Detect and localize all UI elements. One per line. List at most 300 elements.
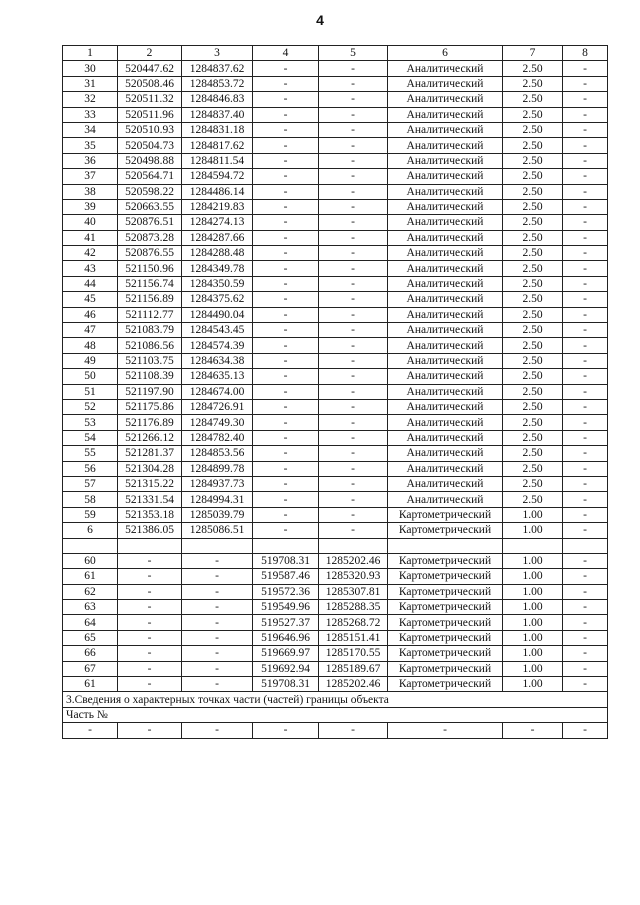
table-cell: - — [563, 153, 608, 168]
table-row — [63, 76, 608, 91]
table-row — [63, 138, 608, 153]
table-cell: 1284288.48 — [182, 246, 253, 261]
table-row — [63, 276, 608, 291]
table-cell: - — [182, 630, 253, 645]
table-cell: - — [319, 246, 388, 261]
table-cell: - — [253, 523, 319, 538]
table-row — [63, 61, 608, 76]
table-cell: 2.50 — [503, 415, 563, 430]
table-row — [63, 461, 608, 476]
table-cell: 44 — [63, 276, 118, 291]
table-row — [63, 507, 608, 522]
table-cell: 54 — [63, 430, 118, 445]
table-cell: Картометрический — [388, 584, 503, 599]
table-cell: 1.00 — [503, 507, 563, 522]
table-cell: 519708.31 — [253, 677, 319, 692]
table-cell: - — [563, 569, 608, 584]
table-cell: Аналитический — [388, 122, 503, 137]
table-cell: - — [319, 399, 388, 414]
table-cell: - — [118, 615, 182, 630]
table-cell: 1284846.83 — [182, 92, 253, 107]
table-cell: 521108.39 — [118, 369, 182, 384]
table-cell: 521086.56 — [118, 338, 182, 353]
table-cell: Аналитический — [388, 153, 503, 168]
table-row — [63, 615, 608, 630]
table-cell: - — [563, 246, 608, 261]
table-cell: 2.50 — [503, 323, 563, 338]
table-cell — [118, 538, 182, 553]
table-cell: - — [319, 369, 388, 384]
table-cell: 1284490.04 — [182, 307, 253, 322]
table-cell — [503, 538, 563, 553]
table-cell: 520510.93 — [118, 122, 182, 137]
table-cell — [253, 538, 319, 553]
table-cell: - — [253, 215, 319, 230]
table-cell: 1284274.13 — [182, 215, 253, 230]
table-cell: - — [319, 230, 388, 245]
table-cell: - — [319, 492, 388, 507]
table-cell: - — [563, 615, 608, 630]
table-cell: 45 — [63, 292, 118, 307]
table-cell: - — [182, 553, 253, 568]
table-cell: - — [563, 630, 608, 645]
table-cell: 520873.28 — [118, 230, 182, 245]
table-cell: 520876.55 — [118, 246, 182, 261]
table-cell: - — [253, 723, 319, 738]
column-header: 7 — [503, 46, 563, 61]
table-cell: 519549.96 — [253, 600, 319, 615]
table-cell: - — [182, 584, 253, 599]
table-cell: 521156.74 — [118, 276, 182, 291]
table-cell: - — [253, 292, 319, 307]
table-cell: 520447.62 — [118, 61, 182, 76]
table-cell: 1284994.31 — [182, 492, 253, 507]
table-row — [63, 538, 608, 553]
table-cell: 1285202.46 — [319, 553, 388, 568]
table-cell: 50 — [63, 369, 118, 384]
table-cell: - — [563, 553, 608, 568]
table-cell: - — [563, 723, 608, 738]
table-cell: Аналитический — [388, 399, 503, 414]
table-cell: - — [563, 122, 608, 137]
table-cell: 1285320.93 — [319, 569, 388, 584]
table-cell: 49 — [63, 353, 118, 368]
table-cell: 55 — [63, 446, 118, 461]
table-cell: 1284937.73 — [182, 476, 253, 491]
table-cell: Аналитический — [388, 199, 503, 214]
table-cell: Аналитический — [388, 415, 503, 430]
table-cell: - — [319, 523, 388, 538]
table-cell: 2.50 — [503, 261, 563, 276]
table-cell: 2.50 — [503, 430, 563, 445]
table-cell: 521266.12 — [118, 430, 182, 445]
table-cell: Аналитический — [388, 261, 503, 276]
table-cell: 1284831.18 — [182, 122, 253, 137]
table-row — [63, 107, 608, 122]
table-row — [63, 199, 608, 214]
table-cell: - — [319, 338, 388, 353]
table-cell: - — [182, 600, 253, 615]
table-cell: - — [118, 661, 182, 676]
table-cell: - — [319, 446, 388, 461]
table-cell: - — [319, 169, 388, 184]
table-cell: 519692.94 — [253, 661, 319, 676]
section-title: 3.Сведения о характерных точках части (частей) границы объекта — [63, 692, 608, 707]
column-header: 3 — [182, 46, 253, 61]
table-cell: Аналитический — [388, 292, 503, 307]
table-cell: 521315.22 — [118, 476, 182, 491]
table-cell — [63, 538, 118, 553]
table-cell: Картометрический — [388, 569, 503, 584]
table-cell: - — [118, 569, 182, 584]
table-row — [63, 384, 608, 399]
table-cell: 40 — [63, 215, 118, 230]
table-cell: 2.50 — [503, 307, 563, 322]
table-cell: 65 — [63, 630, 118, 645]
table-cell: - — [563, 323, 608, 338]
table-cell: Картометрический — [388, 661, 503, 676]
table-cell: - — [253, 169, 319, 184]
table-cell: 520498.88 — [118, 153, 182, 168]
table-cell: 2.50 — [503, 446, 563, 461]
table-cell: 521281.37 — [118, 446, 182, 461]
table-row — [63, 415, 608, 430]
table-cell: - — [253, 446, 319, 461]
table-cell: 1.00 — [503, 553, 563, 568]
table-cell: - — [253, 122, 319, 137]
table-cell: 58 — [63, 492, 118, 507]
table-cell: 46 — [63, 307, 118, 322]
table-cell: 521304.28 — [118, 461, 182, 476]
table-cell: - — [563, 384, 608, 399]
table-cell: - — [319, 415, 388, 430]
table-cell: Картометрический — [388, 600, 503, 615]
table-cell: Аналитический — [388, 215, 503, 230]
table-cell: 521353.18 — [118, 507, 182, 522]
table-cell: 2.50 — [503, 338, 563, 353]
table-cell: - — [253, 276, 319, 291]
table-cell: - — [253, 461, 319, 476]
table-cell: - — [319, 76, 388, 91]
column-header: 8 — [563, 46, 608, 61]
table-cell: - — [563, 600, 608, 615]
table-cell: - — [253, 230, 319, 245]
table-cell: - — [182, 569, 253, 584]
table-cell: 520663.55 — [118, 199, 182, 214]
table-cell: 520511.32 — [118, 92, 182, 107]
table-cell: - — [253, 107, 319, 122]
table-cell: 2.50 — [503, 230, 563, 245]
table-cell: - — [118, 600, 182, 615]
table-cell: 1285086.51 — [182, 523, 253, 538]
table-cell: Аналитический — [388, 92, 503, 107]
table-cell: - — [563, 646, 608, 661]
table-cell: 519572.36 — [253, 584, 319, 599]
table-cell: 1284287.66 — [182, 230, 253, 245]
table-cell: - — [319, 353, 388, 368]
table-cell: 2.50 — [503, 384, 563, 399]
table-cell: - — [253, 323, 319, 338]
table-cell: - — [118, 677, 182, 692]
table-row — [63, 600, 608, 615]
table-cell: - — [253, 369, 319, 384]
table-cell: - — [563, 61, 608, 76]
table-cell: 66 — [63, 646, 118, 661]
table-cell: - — [563, 292, 608, 307]
table-cell: - — [253, 92, 319, 107]
table-cell: 36 — [63, 153, 118, 168]
table-cell: 2.50 — [503, 461, 563, 476]
table-cell: - — [563, 461, 608, 476]
table-cell: - — [563, 677, 608, 692]
table-cell: 521176.89 — [118, 415, 182, 430]
table-cell: 39 — [63, 199, 118, 214]
table-cell: - — [319, 138, 388, 153]
table-cell: - — [253, 307, 319, 322]
table-cell: Аналитический — [388, 384, 503, 399]
table-cell: - — [563, 138, 608, 153]
table-cell: 521156.89 — [118, 292, 182, 307]
table-cell: Аналитический — [388, 430, 503, 445]
table-cell: - — [563, 199, 608, 214]
table-cell: Аналитический — [388, 307, 503, 322]
table-cell: - — [503, 723, 563, 738]
table-cell: 519587.46 — [253, 569, 319, 584]
table-row — [63, 430, 608, 445]
table-cell: - — [563, 353, 608, 368]
table-row — [63, 122, 608, 137]
table-cell: 520504.73 — [118, 138, 182, 153]
table-cell: - — [563, 399, 608, 414]
table-cell: 1284899.78 — [182, 461, 253, 476]
table-cell: 1.00 — [503, 600, 563, 615]
table-cell: - — [563, 369, 608, 384]
table-row — [63, 307, 608, 322]
table-cell: 53 — [63, 415, 118, 430]
table-cell: - — [253, 415, 319, 430]
table-cell: Аналитический — [388, 476, 503, 491]
table-cell: Аналитический — [388, 184, 503, 199]
table-row — [63, 630, 608, 645]
table-row — [63, 323, 608, 338]
table-cell: 57 — [63, 476, 118, 491]
table-row — [63, 677, 608, 692]
table-cell: 521112.77 — [118, 307, 182, 322]
table-cell: - — [319, 184, 388, 199]
table-cell: - — [118, 630, 182, 645]
table-cell — [388, 538, 503, 553]
table-cell: 61 — [63, 569, 118, 584]
table-cell: - — [563, 584, 608, 599]
table-cell: - — [319, 461, 388, 476]
column-header: 1 — [63, 46, 118, 61]
table-cell: Картометрический — [388, 523, 503, 538]
column-header: 6 — [388, 46, 503, 61]
table-cell: 47 — [63, 323, 118, 338]
table-cell: 2.50 — [503, 184, 563, 199]
table-cell: 62 — [63, 584, 118, 599]
table-cell: Картометрический — [388, 677, 503, 692]
table-cell: Аналитический — [388, 61, 503, 76]
table-row — [63, 292, 608, 307]
table-cell — [182, 538, 253, 553]
table-cell: 1284837.62 — [182, 61, 253, 76]
table-cell: 31 — [63, 76, 118, 91]
table-cell: 37 — [63, 169, 118, 184]
table-cell: 2.50 — [503, 76, 563, 91]
table-row — [63, 446, 608, 461]
table-cell: 1285151.41 — [319, 630, 388, 645]
table-cell: Аналитический — [388, 492, 503, 507]
table-cell: 1.00 — [503, 646, 563, 661]
table-cell: - — [563, 446, 608, 461]
table-cell: 521197.90 — [118, 384, 182, 399]
table-cell: 1284853.56 — [182, 446, 253, 461]
table-cell: 52 — [63, 399, 118, 414]
table-cell: 1284543.45 — [182, 323, 253, 338]
table-cell: 521175.86 — [118, 399, 182, 414]
table-cell: - — [182, 615, 253, 630]
table-cell: 521386.05 — [118, 523, 182, 538]
table-cell: 34 — [63, 122, 118, 137]
table-cell: Картометрический — [388, 646, 503, 661]
table-cell: 1285307.81 — [319, 584, 388, 599]
table-cell: - — [182, 677, 253, 692]
table-cell: 2.50 — [503, 92, 563, 107]
table-row — [63, 230, 608, 245]
table-cell: 6 — [63, 523, 118, 538]
table-cell: - — [319, 276, 388, 291]
table-cell: - — [253, 61, 319, 76]
table-row — [63, 492, 608, 507]
table-cell: 1284817.62 — [182, 138, 253, 153]
table-cell: 1284574.39 — [182, 338, 253, 353]
table-row — [63, 476, 608, 491]
table-cell: 520876.51 — [118, 215, 182, 230]
table-cell: - — [253, 261, 319, 276]
table-cell: Аналитический — [388, 276, 503, 291]
table-cell: 519708.31 — [253, 553, 319, 568]
table-cell: 2.50 — [503, 169, 563, 184]
table-cell: - — [563, 92, 608, 107]
table-row — [63, 353, 608, 368]
table-cell: - — [182, 661, 253, 676]
table-cell: - — [182, 723, 253, 738]
table-cell: - — [63, 723, 118, 738]
table-cell: Картометрический — [388, 553, 503, 568]
table-cell: 1.00 — [503, 584, 563, 599]
table-cell: - — [319, 61, 388, 76]
table-cell: - — [253, 476, 319, 491]
table-cell: Аналитический — [388, 369, 503, 384]
table-row — [63, 215, 608, 230]
table-cell: - — [253, 76, 319, 91]
table-cell: - — [319, 153, 388, 168]
table-cell: - — [563, 507, 608, 522]
table-cell: - — [253, 199, 319, 214]
table-cell: 520564.71 — [118, 169, 182, 184]
table-cell: - — [319, 92, 388, 107]
table-cell: 59 — [63, 507, 118, 522]
table-cell: - — [253, 184, 319, 199]
table-cell: 2.50 — [503, 215, 563, 230]
table-cell: Аналитический — [388, 353, 503, 368]
table-cell: 2.50 — [503, 199, 563, 214]
table-cell: - — [253, 246, 319, 261]
column-header: 4 — [253, 46, 319, 61]
table-cell: - — [563, 430, 608, 445]
table-cell: - — [563, 184, 608, 199]
part-label-row — [63, 707, 608, 722]
table-cell: - — [388, 723, 503, 738]
table-cell: 1284634.38 — [182, 353, 253, 368]
table-cell: 1284375.62 — [182, 292, 253, 307]
table-cell: 519669.97 — [253, 646, 319, 661]
table-row — [63, 369, 608, 384]
table-cell: - — [253, 153, 319, 168]
table-cell: 1284350.59 — [182, 276, 253, 291]
table-cell: 1.00 — [503, 615, 563, 630]
table-cell: - — [563, 661, 608, 676]
table-cell: Картометрический — [388, 615, 503, 630]
table-cell — [319, 538, 388, 553]
table-cell: 2.50 — [503, 107, 563, 122]
table-cell: 1284726.91 — [182, 399, 253, 414]
table-cell: Аналитический — [388, 230, 503, 245]
table-cell: 51 — [63, 384, 118, 399]
table-cell: - — [563, 415, 608, 430]
page-number: 4 — [316, 12, 324, 28]
table-cell: - — [253, 338, 319, 353]
table-cell: 1285288.35 — [319, 600, 388, 615]
table-cell: - — [319, 476, 388, 491]
part-label: Часть № — [63, 707, 608, 722]
table-cell: - — [319, 199, 388, 214]
table-cell: 2.50 — [503, 369, 563, 384]
table-cell: - — [563, 107, 608, 122]
table-cell: - — [563, 492, 608, 507]
table-row — [63, 92, 608, 107]
table-row — [63, 246, 608, 261]
coordinates-table — [62, 45, 608, 739]
table-cell: Аналитический — [388, 323, 503, 338]
table-cell: 1285202.46 — [319, 677, 388, 692]
table-cell: - — [319, 122, 388, 137]
table-cell: 1284782.40 — [182, 430, 253, 445]
table-row — [63, 338, 608, 353]
table-cell: - — [253, 492, 319, 507]
table-cell: - — [563, 215, 608, 230]
table-cell: - — [118, 553, 182, 568]
table-cell: 1.00 — [503, 677, 563, 692]
table-header-row — [63, 46, 608, 61]
table-cell: 519646.96 — [253, 630, 319, 645]
table-cell: 2.50 — [503, 353, 563, 368]
section-title-row — [63, 692, 608, 707]
table-cell: 2.50 — [503, 61, 563, 76]
table-cell: - — [563, 230, 608, 245]
table-cell: - — [118, 646, 182, 661]
table-cell: Аналитический — [388, 446, 503, 461]
table-cell: 2.50 — [503, 476, 563, 491]
table-cell: 2.50 — [503, 276, 563, 291]
table-cell: 521103.75 — [118, 353, 182, 368]
table-cell: 1284749.30 — [182, 415, 253, 430]
table-cell: 67 — [63, 661, 118, 676]
table-cell: 2.50 — [503, 153, 563, 168]
table-cell: 1284594.72 — [182, 169, 253, 184]
table-cell: 30 — [63, 61, 118, 76]
